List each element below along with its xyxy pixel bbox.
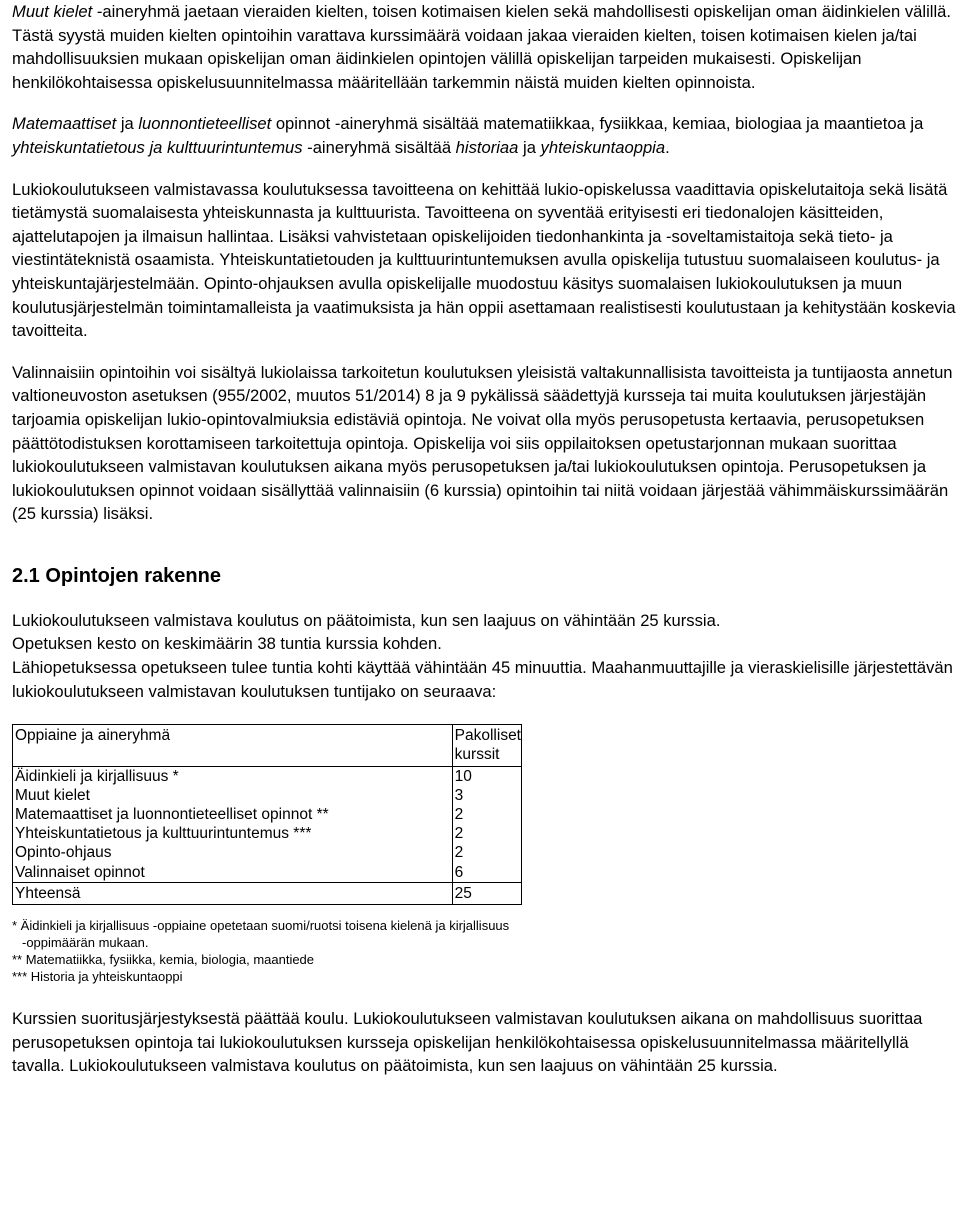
section-line-2: Opetuksen kesto on keskimäärin 38 tuntia kurssia kohden. — [12, 634, 442, 654]
table-cell-courses: 3 — [452, 786, 521, 805]
table-header-subject: Oppiaine ja aineryhmä — [13, 725, 453, 766]
paragraph-text: opinnot -aineryhmä sisältää matematiikkaa, fysiikkaa, kemiaa, biologiaa ja maantietoa ja — [271, 114, 924, 134]
table-row — [13, 805, 522, 824]
paragraph-tavoitteet: Lukiokoulutukseen valmistavassa koulutuksessa tavoitteena on kehittää lukio-opiskelussa vaadittavia opiskelutaitoja sekä lisätä tietämystä suomalaisesta yhteiskunnasta ja kulttuurista. Tavoitteena on syventää erityisesti eri tiedonalojen käsitteiden, ajattelutapojen ja ilmaisun hallintaa. Lisäksi vahvistetaan opiskelijoiden tiedonhankinta ja -soveltamistaitoja sekä tieto- ja viestintäteknistä osaamista. Yhteiskuntatietouden ja kulttuurintuntemuksen avulla opiskelija tutustuu suomalaiseen koulutus- ja yhteiskuntajärjestelmään. Opinto-ohjauksen avulla opiskelijalle muodostuu käsitys suomalaisen lukiokoulutuksen ja muun koulutusjärjestelmän toimintamalleista ja vaatimuksista ja hän oppii asettamaan realistisesti koulutustaan ja kehitystään koskevia tavoitteita. — [12, 179, 956, 341]
table-cell-subject: Valinnaiset opinnot — [13, 863, 453, 883]
paragraph-text: . — [665, 137, 670, 157]
table-cell-subject: Opinto-ohjaus — [13, 843, 453, 862]
table-total-label: Yhteensä — [13, 882, 453, 904]
footnote-3: *** Historia ja yhteiskuntaoppi — [12, 969, 183, 985]
footnotes — [12, 917, 956, 985]
paragraph-aineryhmat — [12, 112, 956, 159]
table-row — [13, 786, 522, 805]
paragraph-muut-kielet — [12, 0, 956, 94]
table-header-row — [13, 725, 522, 766]
paragraph-valinnaiset: Valinnaisiin opintoihin voi sisältyä lukiolaissa tarkoitetun koulutuksen yleisistä valtakunnallisista tavoitteista ja tuntijaosta annetun valtioneuvoston asetuksen (955/2002, muutos 51/2014) 8 ja 9 pykälissä säädettyjä kursseja tai muita koulutuksen järjestäjän tarjoamia opiskelijan lukio-opintovalmiuksia edistäviä opintoja. Ne voivat olla myös perusopetusta kertaavia, perusopetuksen päättötodistuksen korottamiseen tarkoitettuja opintoja. Opiskelija voi siis oppilaitoksen opetustarjonnan mukaan suorittaa lukiokoulutukseen valmistavan koulutuksen aikana myös perusopetuksen ja/tai lukiokoulutuksen opintoja. Perusopetuksen ja lukiokoulutuksen opinnot voidaan sisällyttää valinnaisiin (6 kurssia) opintoihin tai niitä voidaan järjestää vähimmäiskurssimäärän (25 kurssia) lisäksi. — [12, 362, 953, 524]
section-line-1: Lukiokoulutukseen valmistava koulutus on päätoimista, kun sen laajuus on vähintään 25 kurssia. — [12, 610, 721, 630]
table-cell-courses: 2 — [452, 824, 521, 843]
document-page — [12, 0, 956, 1078]
table-header-courses: Pakolliset kurssit — [452, 725, 521, 766]
table-total-row — [13, 882, 522, 904]
paragraph-suoritusjarjestys: Kurssien suoritusjärjestyksestä päättää koulu. Lukiokoulutukseen valmistavan koulutuksen aikana on mahdollisuus suorittaa perusopetuksen opintoja tai lukiokoulutuksen kursseja opiskelijan henkilökohtaisessa opiskelusuunnitelmassa määritellyllä tavalla. Lukiokoulutukseen valmistava koulutus on päätoimista, kun sen laajuus on vähintään 25 kurssia. — [12, 1009, 923, 1076]
term-matemaattiset: Matemaattiset — [12, 114, 117, 134]
term-luonnontieteelliset: luonnontieteelliset — [138, 114, 272, 134]
table-cell-courses: 6 — [452, 863, 521, 883]
term-muut-kielet: Muut kielet — [12, 2, 93, 21]
table-cell-courses: 2 — [452, 843, 521, 862]
table-row — [13, 766, 522, 786]
paragraph-text: -aineryhmä sisältää — [302, 137, 456, 157]
footnote-1: * Äidinkieli ja kirjallisuus -oppiaine opetetaan suomi/ruotsi toisena kielenä ja kirjallisuus — [12, 918, 510, 934]
term-yhteiskuntatietous: yhteiskuntatietous ja kulttuurintuntemus — [12, 137, 303, 157]
table-cell-subject: Matemaattiset ja luonnontieteelliset opinnot ** — [13, 805, 453, 824]
paragraph-text: -aineryhmä jaetaan vieraiden kielten, toisen kotimaisen kielen sekä mahdollisesti opiskelijan oman äidinkielen välillä. Tästä syystä muiden kielten opintoihin varattava kurssimäärä voidaan jakaa vieraiden kielten, toisen kotimaisen kielen ja/tai mahdollisuuksien mukaan opiskelijan oman äidinkielen opintojen välillä opiskelijan tarpeiden mukaisesti. Opiskelijan henkilökohtaisessa opiskelusuunnitelmassa määritellään tarkemmin näistä muiden kielten opinnoista. — [12, 2, 951, 92]
table-row — [13, 863, 522, 883]
paragraph-text: ja — [116, 114, 139, 134]
table-cell-subject: Äidinkieli ja kirjallisuus * — [13, 766, 453, 786]
footnote-1-continued: -oppimäärän mukaan. — [22, 935, 149, 951]
table-total-value: 25 — [452, 882, 521, 904]
table-row — [13, 824, 522, 843]
term-yhteiskuntaoppia: yhteiskuntaoppia — [540, 137, 666, 157]
table-cell-subject: Muut kielet — [13, 786, 453, 805]
term-historiaa: historiaa — [455, 137, 519, 157]
table-cell-courses: 2 — [452, 805, 521, 824]
course-table — [12, 724, 522, 905]
section-heading: 2.1 Opintojen rakenne — [12, 564, 221, 587]
table-cell-courses: 10 — [452, 766, 521, 786]
table-row — [13, 843, 522, 862]
footnote-2: ** Matematiikka, fysiikka, kemia, biologia, maantiede — [12, 952, 315, 968]
section-line-3: Lähiopetuksessa opetukseen tulee tuntia kohti käyttää vähintään 45 minuuttia. Maahanmuuttajille ja vieraskielisille järjestettävän lukiokoulutukseen valmistavan koulutuksen tuntijako on seuraava: — [12, 658, 953, 701]
paragraph-text: ja — [518, 137, 541, 157]
table-cell-subject: Yhteiskuntatietous ja kulttuurintuntemus *** — [13, 824, 453, 843]
